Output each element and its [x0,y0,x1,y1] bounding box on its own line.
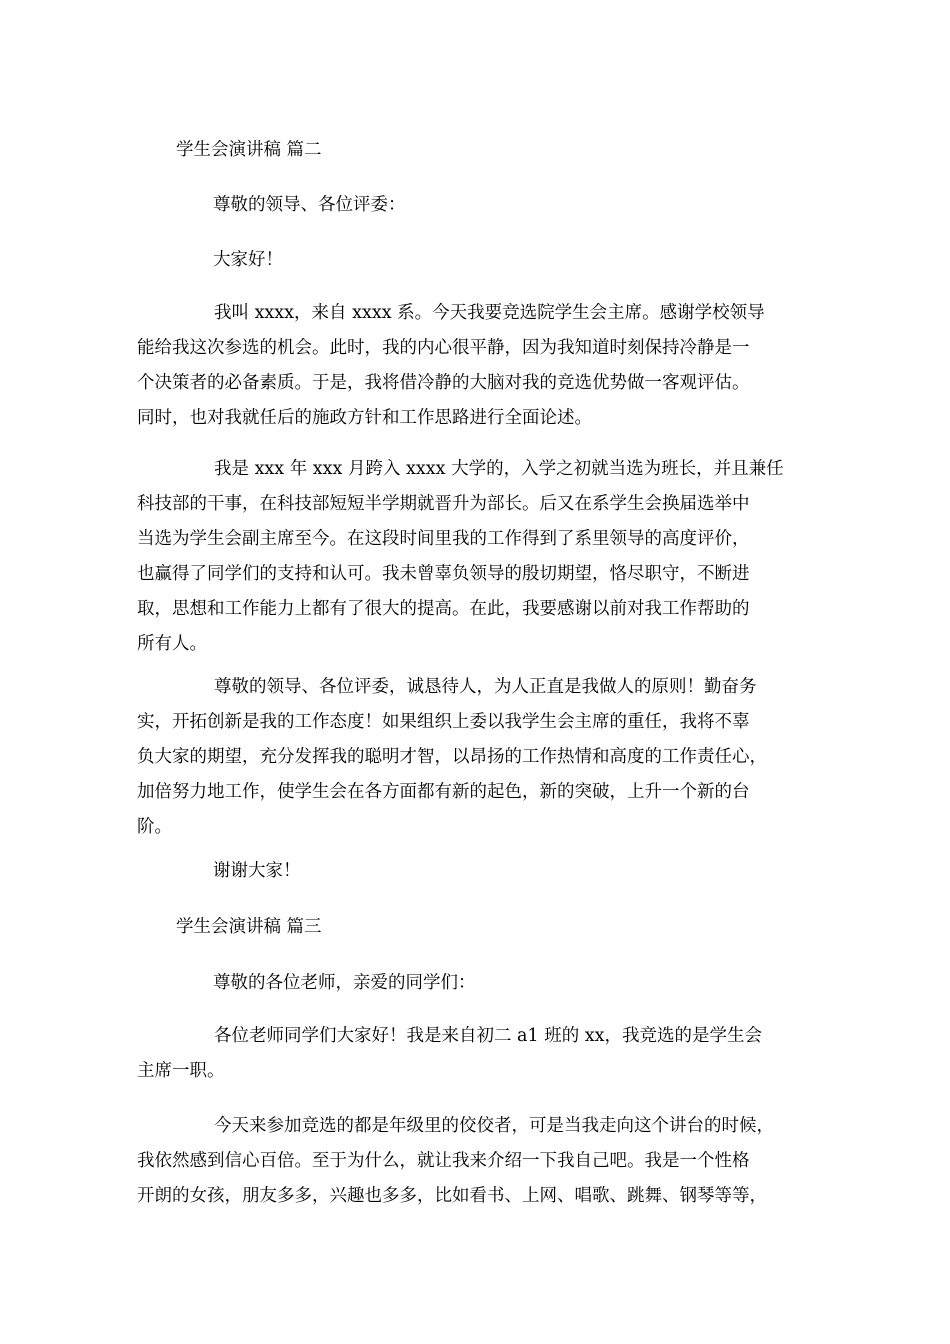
paragraph [137,296,817,436]
paragraph-line: 当选为学生会副主席至今。在这段时间里我的工作得到了系里领导的高度评价， [137,529,750,549]
paragraph [137,1019,817,1089]
paragraph-line: 同时，也对我就任后的施政方针和工作思路进行全面论述。 [137,408,592,428]
paragraph [137,452,817,662]
greeting: 尊敬的领导、各位评委： [213,195,406,215]
paragraph-line: 阶。 [137,817,172,837]
paragraph-line: 取，思想和工作能力上都有了很大的提高。在此，我要感谢以前对我工作帮助的 [137,599,750,619]
paragraph-line: 加倍努力地工作，使学生会在各方面都有新的起色，新的突破，上升一个新的台 [137,782,750,802]
paragraph-line: 也赢得了同学们的支持和认可。我未曾辜负领导的殷切期望，恪尽职守，不断进 [137,564,750,584]
paragraph-line: 主席一职。 [137,1061,225,1081]
paragraph [137,1109,817,1214]
greeting: 尊敬的各位老师，亲爱的同学们： [213,973,476,993]
section-heading: 学生会演讲稿 篇二 [176,140,322,160]
salutation: 大家好！ [213,250,283,270]
closing: 谢谢大家！ [213,861,301,881]
paragraph-line: 今天来参加竞选的都是年级里的佼佼者，可是当我走向这个讲台的时候， [214,1116,774,1136]
paragraph-line: 我是 xxx 年 xxx 月跨入 xxxx 大学的，入学之初就当选为班长，并且兼任 [214,459,784,479]
paragraph-line: 所有人。 [137,634,207,654]
section-heading: 学生会演讲稿 篇三 [176,917,322,937]
paragraph-line: 能给我这次参选的机会。此时，我的内心很平静，因为我知道时刻保持冷静是一 [137,338,750,358]
paragraph-line: 科技部的干事，在科技部短短半学期就晋升为部长。后又在系学生会换届选举中 [137,494,750,514]
paragraph-line: 尊敬的领导、各位评委，诚恳待人，为人正直是我做人的原则！勤奋务 [214,677,757,697]
paragraph-line: 我叫 xxxx，来自 xxxx 系。今天我要竞选院学生会主席。感谢学校领导 [214,303,765,323]
paragraph [137,670,817,845]
paragraph-line: 各位老师同学们大家好！我是来自初二 a1 班的 xx，我竞选的是学生会 [214,1026,762,1046]
paragraph-line: 个决策者的必备素质。于是，我将借冷静的大脑对我的竞选优势做一客观评估。 [137,373,750,393]
paragraph-line: 开朗的女孩，朋友多多，兴趣也多多，比如看书、上网、唱歌、跳舞、钢琴等等， [137,1186,767,1206]
paragraph-line: 负大家的期望，充分发挥我的聪明才智，以昂扬的工作热情和高度的工作责任心， [137,747,767,767]
paragraph-line: 我依然感到信心百倍。至于为什么，就让我来介绍一下我自己吧。我是一个性格 [137,1151,750,1171]
paragraph-line: 实，开拓创新是我的工作态度！如果组织上委以我学生会主席的重任，我将不辜 [137,712,750,732]
